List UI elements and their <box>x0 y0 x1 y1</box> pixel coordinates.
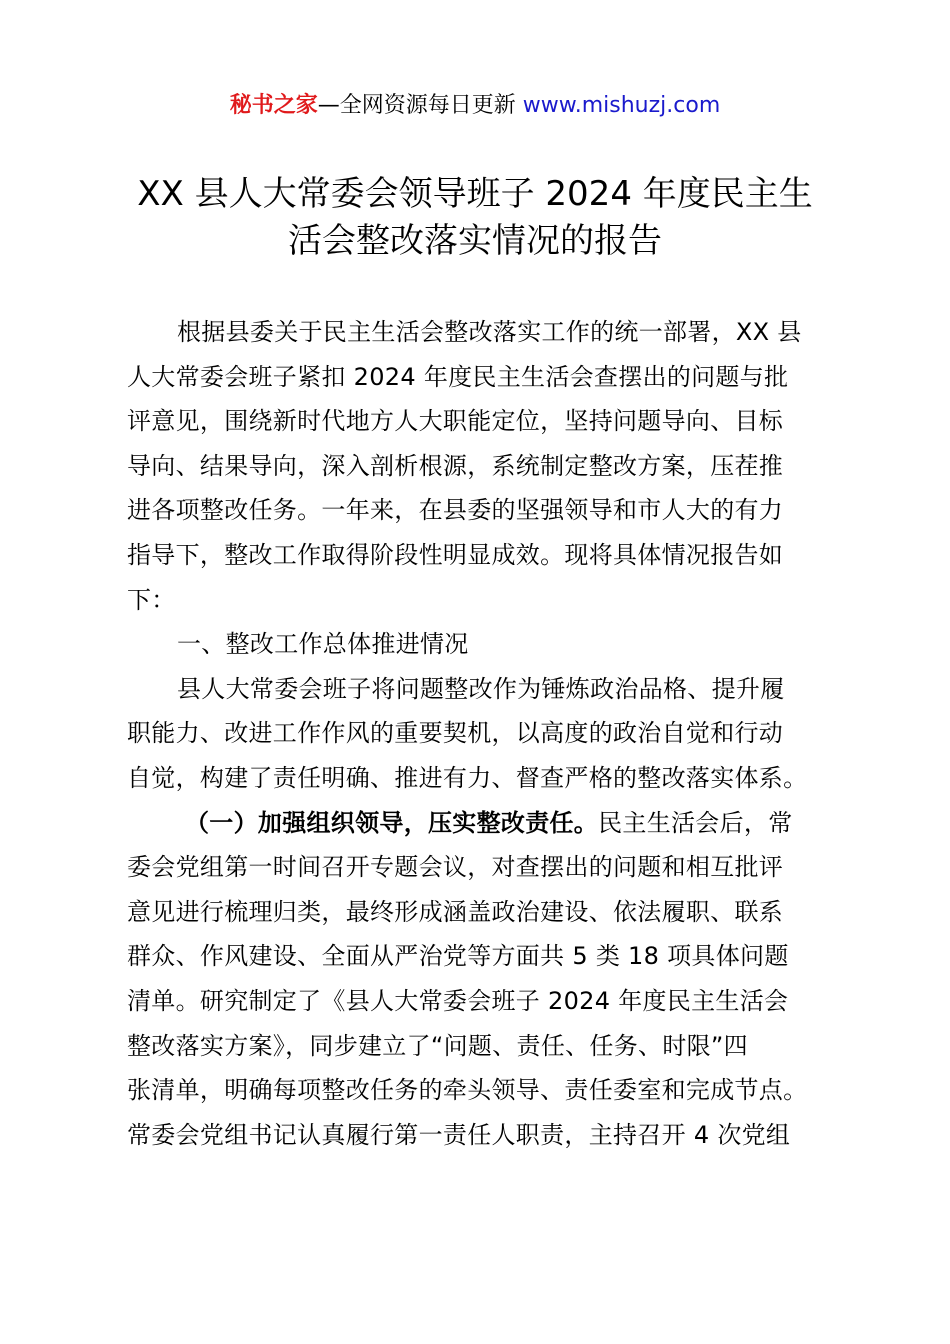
document-title-line-1: XX 县人大常委会领导班子 2024 年度民主生 <box>137 174 813 214</box>
paragraph-line: 整改落实方案》，同步建立了“问题、责任、任务、时限”四 <box>127 1031 748 1060</box>
section-heading: 一、整改工作总体推进情况 <box>177 630 469 659</box>
paragraph-line: 进各项整改任务。一年来，在县委的坚强领导和市人大的有力 <box>127 496 784 525</box>
paragraph-line: 自觉，构建了责任明确、推进有力、督查严格的整改落实体系。 <box>127 763 808 792</box>
paragraph-line: 张清单，明确每项整改任务的牵头领导、责任委室和完成节点。 <box>127 1076 808 1105</box>
site-url: www.mishuzj.com <box>522 93 721 118</box>
paragraph-text: 民主生活会后，常 <box>598 808 793 837</box>
document-body <box>127 310 847 1157</box>
document-title-line-2: 活会整改落实情况的报告 <box>288 221 662 261</box>
paragraph-line: 人大常委会班子紧扣 2024 年度民主生活会查摆出的问题与批 <box>127 362 789 391</box>
paragraph-line: 县人大常委会班子将问题整改作为锤炼政治品格、提升履 <box>177 674 785 703</box>
paragraph-line: 委会党组第一时间召开专题会议，对查摆出的问题和相互批评 <box>127 853 784 882</box>
paragraph-line: 意见进行梳理归类，最终形成涵盖政治建设、依法履职、联系 <box>127 897 784 926</box>
paragraph-line: 常委会党组书记认真履行第一责任人职责，主持召开 4 次党组 <box>127 1120 791 1149</box>
paragraph-line: 职能力、改进工作作风的重要契机，以高度的政治自觉和行动 <box>127 719 784 748</box>
subsection-heading: （一）加强组织领导，压实整改责任。 <box>185 808 599 837</box>
paragraph-line: 指导下，整改工作取得阶段性明显成效。现将具体情况报告如 <box>127 540 784 569</box>
paragraph-line: 评意见，围绕新时代地方人大职能定位，坚持问题导向、目标 <box>127 407 784 436</box>
paragraph-line <box>127 801 847 846</box>
brand-name: 秘书之家 <box>229 93 318 118</box>
site-banner <box>0 88 950 119</box>
paragraph-line: 群众、作风建设、全面从严治党等方面共 5 类 18 项具体问题 <box>127 942 789 971</box>
paragraph-line: 根据县委关于民主生活会整改落实工作的统一部署，XX 县 <box>177 318 802 346</box>
paragraph-line: 下： <box>127 585 176 614</box>
paragraph-line: 清单。研究制定了《县人大常委会班子 2024 年度民主生活会 <box>127 986 789 1015</box>
banner-tagline: —全网资源每日更新 <box>317 93 523 118</box>
paragraph-line: 导向、结果导向，深入剖析根源，系统制定整改方案，压茬推 <box>127 451 784 480</box>
